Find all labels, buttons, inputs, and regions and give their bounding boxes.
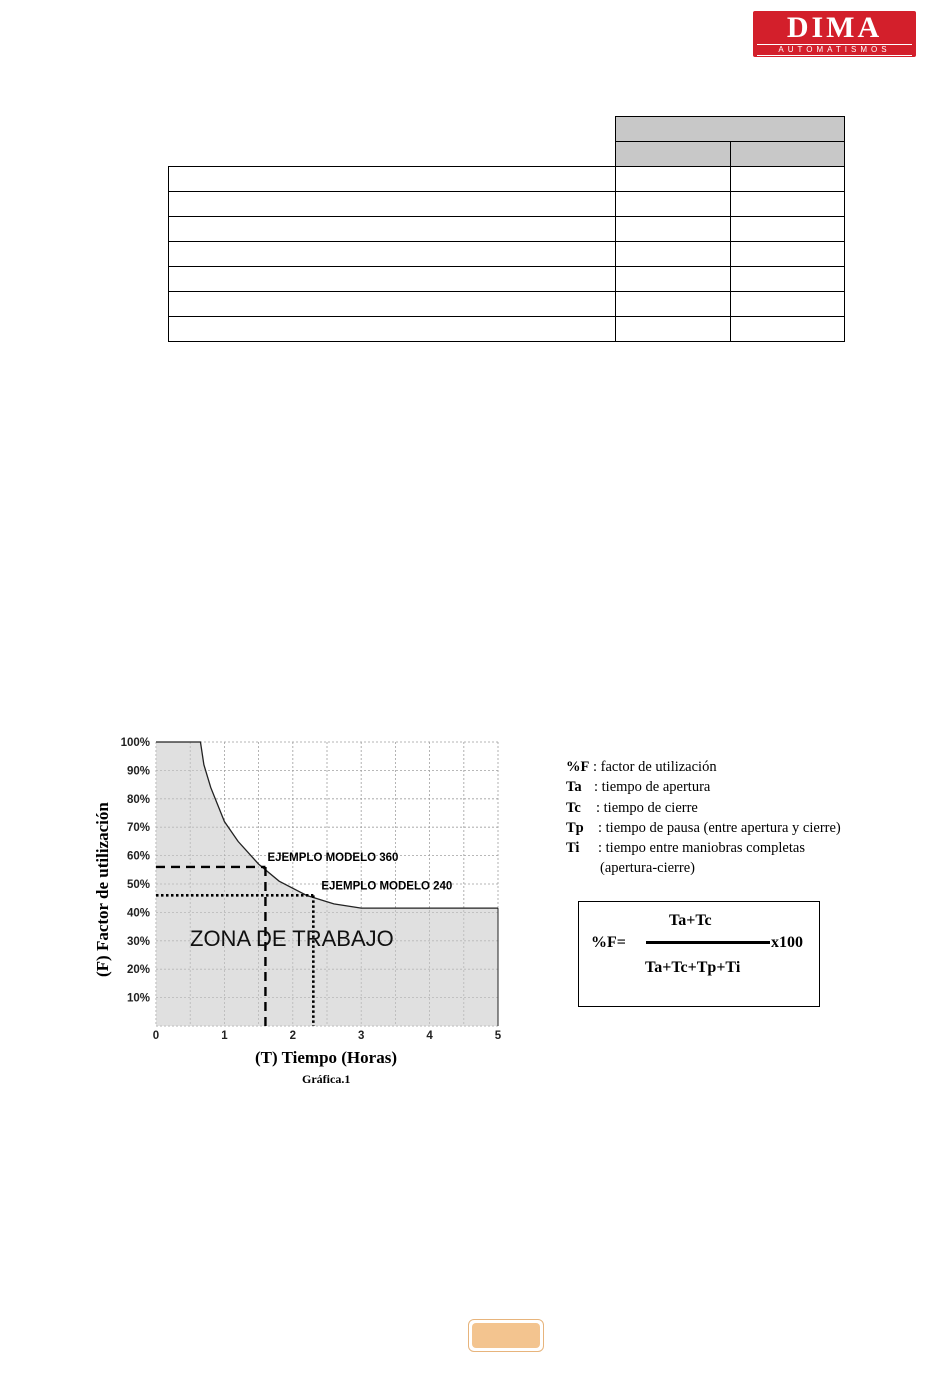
legend-item [566, 838, 926, 858]
spec-table [168, 116, 845, 342]
legend-item [566, 798, 926, 818]
table-header-blank [169, 117, 616, 142]
legend-desc: : tiempo de cierre [596, 799, 698, 816]
legend-desc: : tiempo de apertura [594, 779, 711, 796]
table-cell [731, 317, 845, 342]
formula-multiplier: x100 [771, 934, 803, 951]
table-cell [169, 217, 616, 242]
legend-desc: : factor de utilización [592, 759, 717, 775]
formula-denominator: Ta+Tc+Tp+Ti [645, 959, 741, 976]
table-cell [731, 292, 845, 317]
formula-box [578, 901, 820, 1007]
x-tick-label: 1 [221, 1030, 228, 1042]
example-label: EJEMPLO MODELO 360 [267, 851, 399, 864]
table-cell [615, 192, 731, 217]
y-tick-label: 40% [126, 907, 150, 920]
table-cell [615, 292, 731, 317]
legend-continuation: (apertura-cierre) [600, 860, 695, 877]
x-axis-label: (T) Tiempo (Horas) [255, 1048, 397, 1067]
y-tick-label: 10% [126, 992, 150, 1005]
page-badge [468, 1319, 544, 1352]
y-tick-label: 50% [126, 879, 150, 891]
table-header-row [169, 117, 845, 142]
legend-key: %F [566, 759, 590, 775]
table-cell [615, 217, 731, 242]
y-tick-label: 20% [126, 964, 150, 977]
dima-logo [753, 11, 916, 57]
legend-desc: : tiempo de pausa (entre apertura y cierre) [598, 819, 841, 836]
table-cell [731, 267, 845, 292]
logo-tagline: AUTOMATISMOS [757, 44, 912, 56]
y-tick-label: 80% [126, 793, 150, 806]
y-tick-label: 60% [126, 850, 150, 863]
table-cell [169, 292, 616, 317]
table-row [169, 192, 845, 217]
table-cell [169, 242, 616, 267]
formula-lhs: %F= [591, 934, 626, 951]
page-badge-fill [472, 1323, 540, 1348]
utilization-chart [90, 732, 530, 1092]
x-tick-label: 3 [357, 1030, 365, 1042]
table-subheader-row [169, 142, 845, 167]
y-tick-label: 90% [126, 765, 150, 778]
table-cell [731, 217, 845, 242]
legend-key: Ti [566, 840, 580, 857]
x-tick-label: 5 [494, 1030, 502, 1042]
table-subheader-blank [169, 142, 616, 167]
legend-item [566, 777, 926, 797]
x-tick-label: 2 [289, 1030, 297, 1042]
legend-desc: : tiempo entre maniobras completas [598, 840, 805, 857]
table-row [169, 267, 845, 292]
table-cell [615, 167, 731, 192]
table-cell [615, 267, 731, 292]
formula-numerator: Ta+Tc [669, 912, 712, 929]
table-cell [169, 317, 616, 342]
table-cell [731, 242, 845, 267]
table-cell [731, 167, 845, 192]
fraction-bar [646, 941, 770, 944]
table-row [169, 217, 845, 242]
work-zone-label: ZONA DE TRABAJO [190, 926, 394, 951]
legend-key: Ta [566, 779, 582, 796]
table-cell [615, 317, 731, 342]
chart-caption: Gráfica.1 [302, 1072, 351, 1086]
legend-key: Tp [566, 819, 584, 836]
table-cell [169, 267, 616, 292]
table-group-header [615, 117, 844, 142]
table-subheader-2 [731, 142, 845, 167]
table-cell [615, 242, 731, 267]
y-tick-labels [121, 737, 150, 1005]
table-row [169, 242, 845, 267]
table-cell [169, 192, 616, 217]
y-tick-label: 30% [126, 935, 150, 948]
table-row [169, 167, 845, 192]
x-tick-label: 0 [152, 1030, 160, 1042]
table-row [169, 292, 845, 317]
y-tick-label: 100% [120, 737, 150, 749]
y-axis-label: (F) Factor de utilización [93, 802, 112, 977]
legend-key: Tc [566, 799, 581, 816]
legend-item [566, 818, 926, 838]
x-tick-labels [153, 1030, 502, 1042]
x-tick-label: 4 [426, 1030, 433, 1042]
legend-item [566, 757, 926, 777]
logo-brand: DIMA [786, 11, 883, 44]
example-label: EJEMPLO MODELO 240 [321, 880, 453, 893]
table-subheader-1 [615, 142, 731, 167]
y-tick-label: 70% [126, 822, 150, 835]
table-cell [169, 167, 616, 192]
table-row [169, 317, 845, 342]
legend [566, 757, 926, 879]
table-cell [731, 192, 845, 217]
